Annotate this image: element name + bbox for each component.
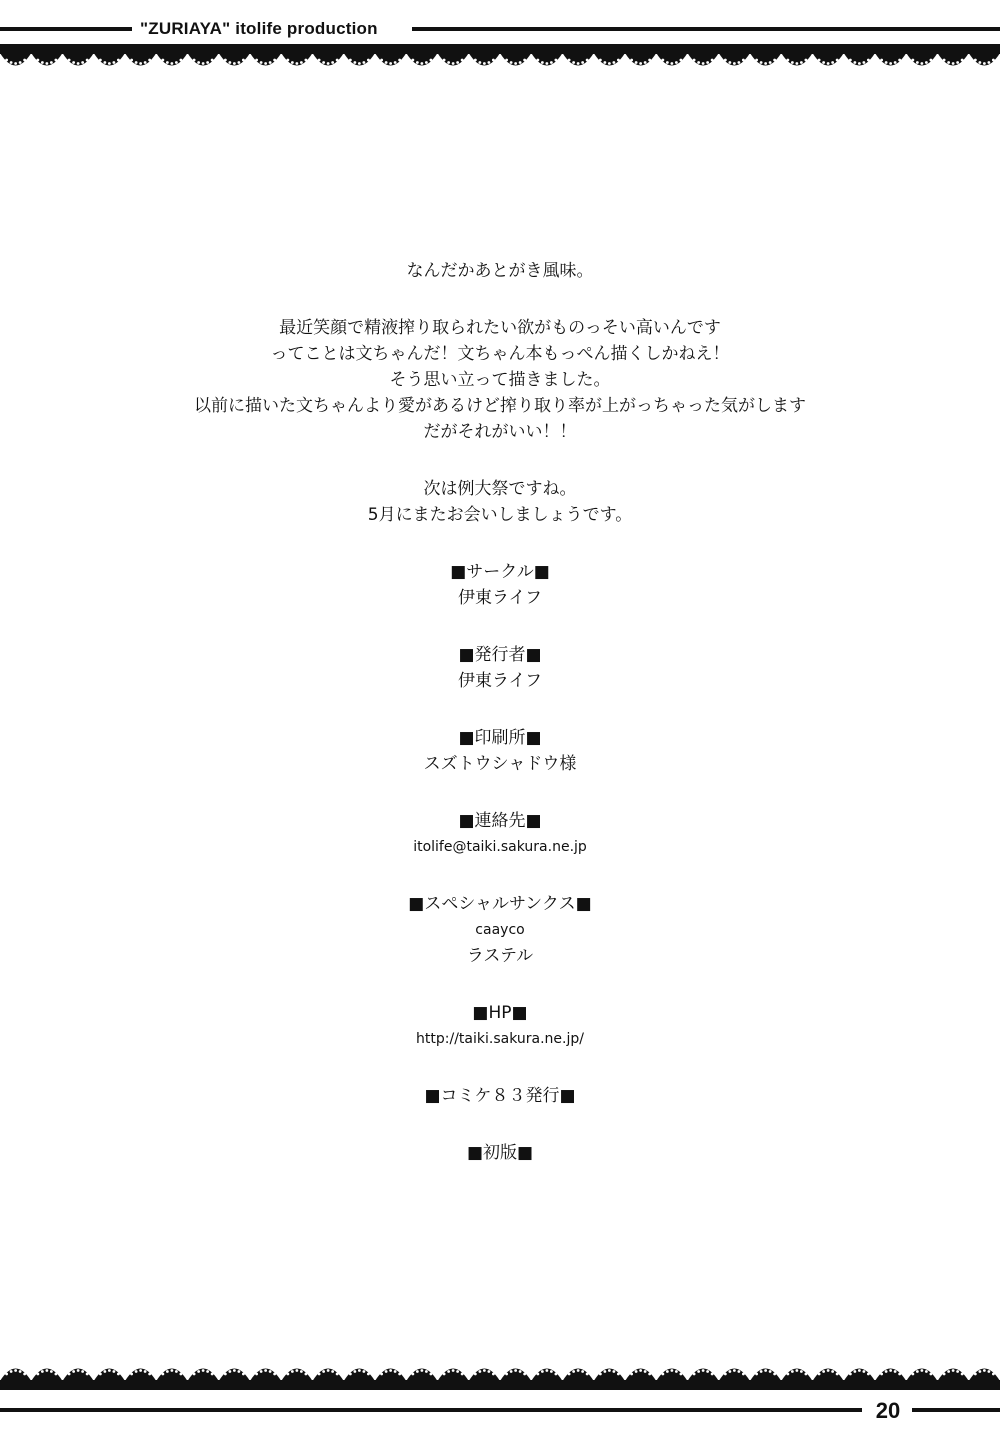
special-thanks-label: ■スペシャルサンクス■ bbox=[408, 894, 592, 914]
afterword-line: 以前に描いた文ちゃんより愛があるけど搾り取り率が上がっちゃった気がします bbox=[194, 396, 806, 416]
special-thanks-name: caayco bbox=[475, 922, 525, 938]
header-title: "ZURIAYA" itolife production bbox=[140, 19, 378, 38]
afterword-content bbox=[0, 258, 1000, 1166]
afterword-line: 次は例大祭ですね。 bbox=[423, 479, 577, 499]
header-rule-right bbox=[412, 27, 1000, 31]
special-thanks-name: ラステル bbox=[466, 946, 534, 966]
footer-rule-tail bbox=[912, 1408, 1000, 1412]
contact-label: ■連絡先■ bbox=[458, 811, 542, 831]
afterword-line: なんだかあとがき風味。 bbox=[406, 261, 594, 281]
event-label: ■コミケ８３発行■ bbox=[424, 1086, 576, 1106]
afterword-line: 最近笑顔で精液搾り取られたい欲がものっそい高いんです bbox=[279, 318, 721, 338]
edition-label: ■初版■ bbox=[466, 1143, 534, 1163]
afterword-line: そう思い立って描きました。 bbox=[389, 370, 611, 390]
afterword-line: ってことは文ちゃんだ！文ちゃん本もっぺん描くしかねえ！ bbox=[270, 344, 730, 364]
homepage-url: http://taiki.sakura.ne.jp/ bbox=[416, 1031, 584, 1047]
circle-label: ■サークル■ bbox=[450, 562, 550, 582]
contact-email: itolife@taiki.sakura.ne.jp bbox=[413, 839, 587, 855]
printer-label: ■印刷所■ bbox=[458, 728, 542, 748]
page-number: 20 bbox=[875, 1398, 901, 1423]
printer-name: スズトウシャドウ様 bbox=[423, 754, 577, 774]
lace-border-bottom bbox=[0, 1354, 1000, 1390]
lace-border-top bbox=[0, 44, 1000, 80]
publisher-name: 伊東ライフ bbox=[458, 671, 542, 691]
homepage-label: ■HP■ bbox=[472, 1003, 528, 1023]
circle-name: 伊東ライフ bbox=[458, 588, 542, 608]
afterword-line: 5月にまたお会いしましょうです。 bbox=[367, 505, 633, 525]
footer-rule bbox=[0, 1408, 862, 1412]
afterword-line: だがそれがいい！！ bbox=[423, 422, 577, 442]
header-rule-left bbox=[0, 27, 132, 31]
publisher-label: ■発行者■ bbox=[458, 645, 542, 665]
